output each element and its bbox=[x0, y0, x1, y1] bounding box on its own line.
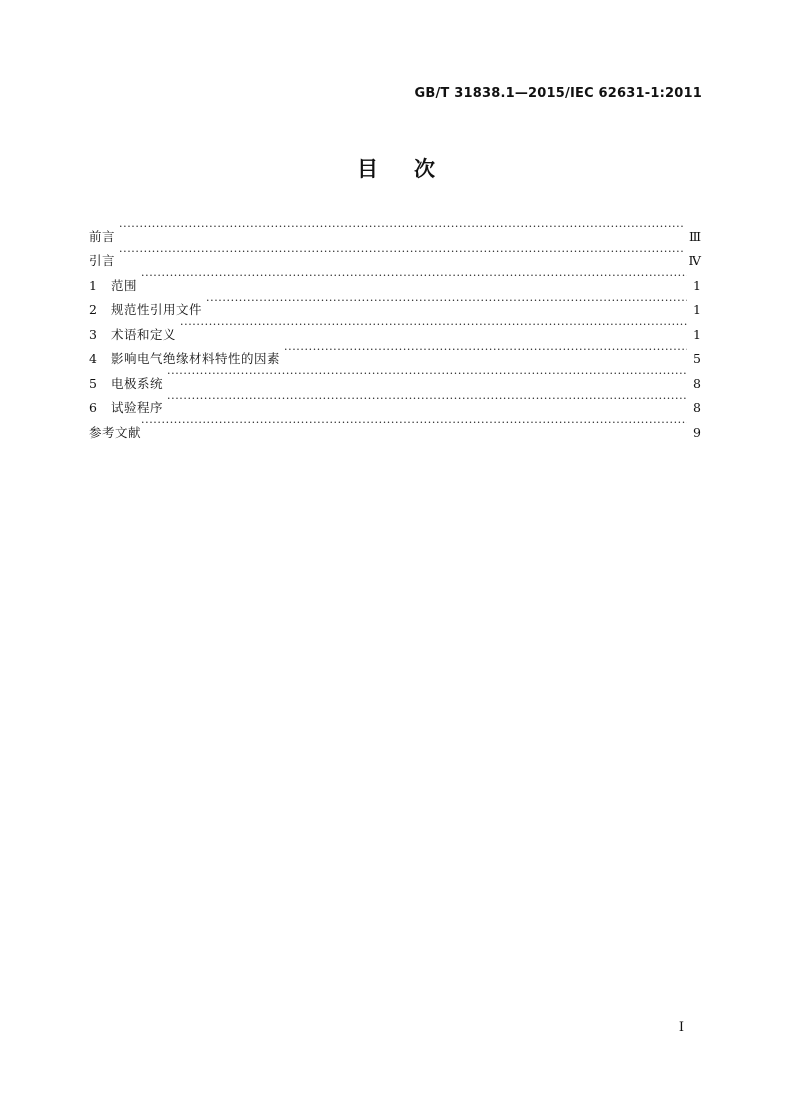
toc-entry-number: 2 bbox=[89, 302, 97, 317]
toc-leader-dots bbox=[119, 216, 685, 241]
toc-entry-page: 9 bbox=[693, 424, 701, 440]
toc-entry-number: 4 bbox=[89, 351, 97, 366]
standard-number-header: GB/T 31838.1—2015/IEC 62631-1:2011 bbox=[414, 86, 702, 101]
toc-entry-page: Ⅳ bbox=[688, 253, 701, 268]
toc-entry-label: 影响电气绝缘材料特性的因素 bbox=[111, 351, 281, 366]
toc-entry-number: 3 bbox=[89, 326, 97, 342]
toc-entry-test-procedure[interactable] bbox=[89, 388, 701, 413]
toc-title-char-1: 目 bbox=[357, 157, 378, 181]
toc-entry-bibliography[interactable] bbox=[89, 412, 701, 440]
toc-entry-influencing-factors[interactable] bbox=[89, 339, 701, 364]
toc-entry-number: 6 bbox=[89, 400, 97, 415]
toc-entry-page: 1 bbox=[693, 277, 701, 293]
toc-leader-dots bbox=[284, 339, 687, 364]
toc-entry-label: 术语和定义 bbox=[111, 326, 177, 342]
toc-leader-dots bbox=[206, 290, 687, 315]
page-number: Ⅰ bbox=[678, 1020, 684, 1035]
toc-leader-dots bbox=[141, 412, 687, 437]
toc-title-char-2: 次 bbox=[414, 157, 435, 181]
toc-leader-dots bbox=[119, 241, 684, 266]
toc-entry-normative-references[interactable] bbox=[89, 290, 701, 315]
toc-entry-terms-definitions[interactable] bbox=[89, 314, 701, 342]
toc-title bbox=[0, 153, 792, 183]
toc-entry-page: 8 bbox=[693, 375, 701, 391]
toc-entry-preface[interactable] bbox=[89, 216, 701, 244]
toc-entry-page: 5 bbox=[693, 351, 701, 366]
toc-entry-label: 范围 bbox=[111, 277, 138, 293]
toc-entry-number: 5 bbox=[89, 375, 97, 391]
toc-entry-page: 1 bbox=[693, 302, 701, 317]
toc-leader-dots bbox=[180, 314, 687, 339]
toc-entry-page: 1 bbox=[693, 326, 701, 342]
toc-entry-page: 8 bbox=[693, 400, 701, 415]
toc-entry-label: 规范性引用文件 bbox=[111, 302, 203, 317]
toc-leader-dots bbox=[167, 388, 687, 413]
toc-entry-scope[interactable] bbox=[89, 265, 701, 293]
toc-entry-label: 引言 bbox=[89, 253, 116, 268]
toc-entry-label: 参考文献 bbox=[89, 424, 142, 440]
toc-entry-number: 1 bbox=[89, 277, 97, 293]
toc-entry-electrode-systems[interactable] bbox=[89, 363, 701, 391]
table-of-contents bbox=[89, 216, 701, 440]
toc-entry-label: 试验程序 bbox=[111, 400, 164, 415]
toc-entry-introduction[interactable] bbox=[89, 241, 701, 266]
toc-entry-label: 前言 bbox=[89, 228, 116, 244]
toc-leader-dots bbox=[167, 363, 687, 388]
toc-entry-page: Ⅲ bbox=[688, 228, 701, 244]
toc-leader-dots bbox=[141, 265, 687, 290]
toc-entry-label: 电极系统 bbox=[111, 375, 164, 391]
